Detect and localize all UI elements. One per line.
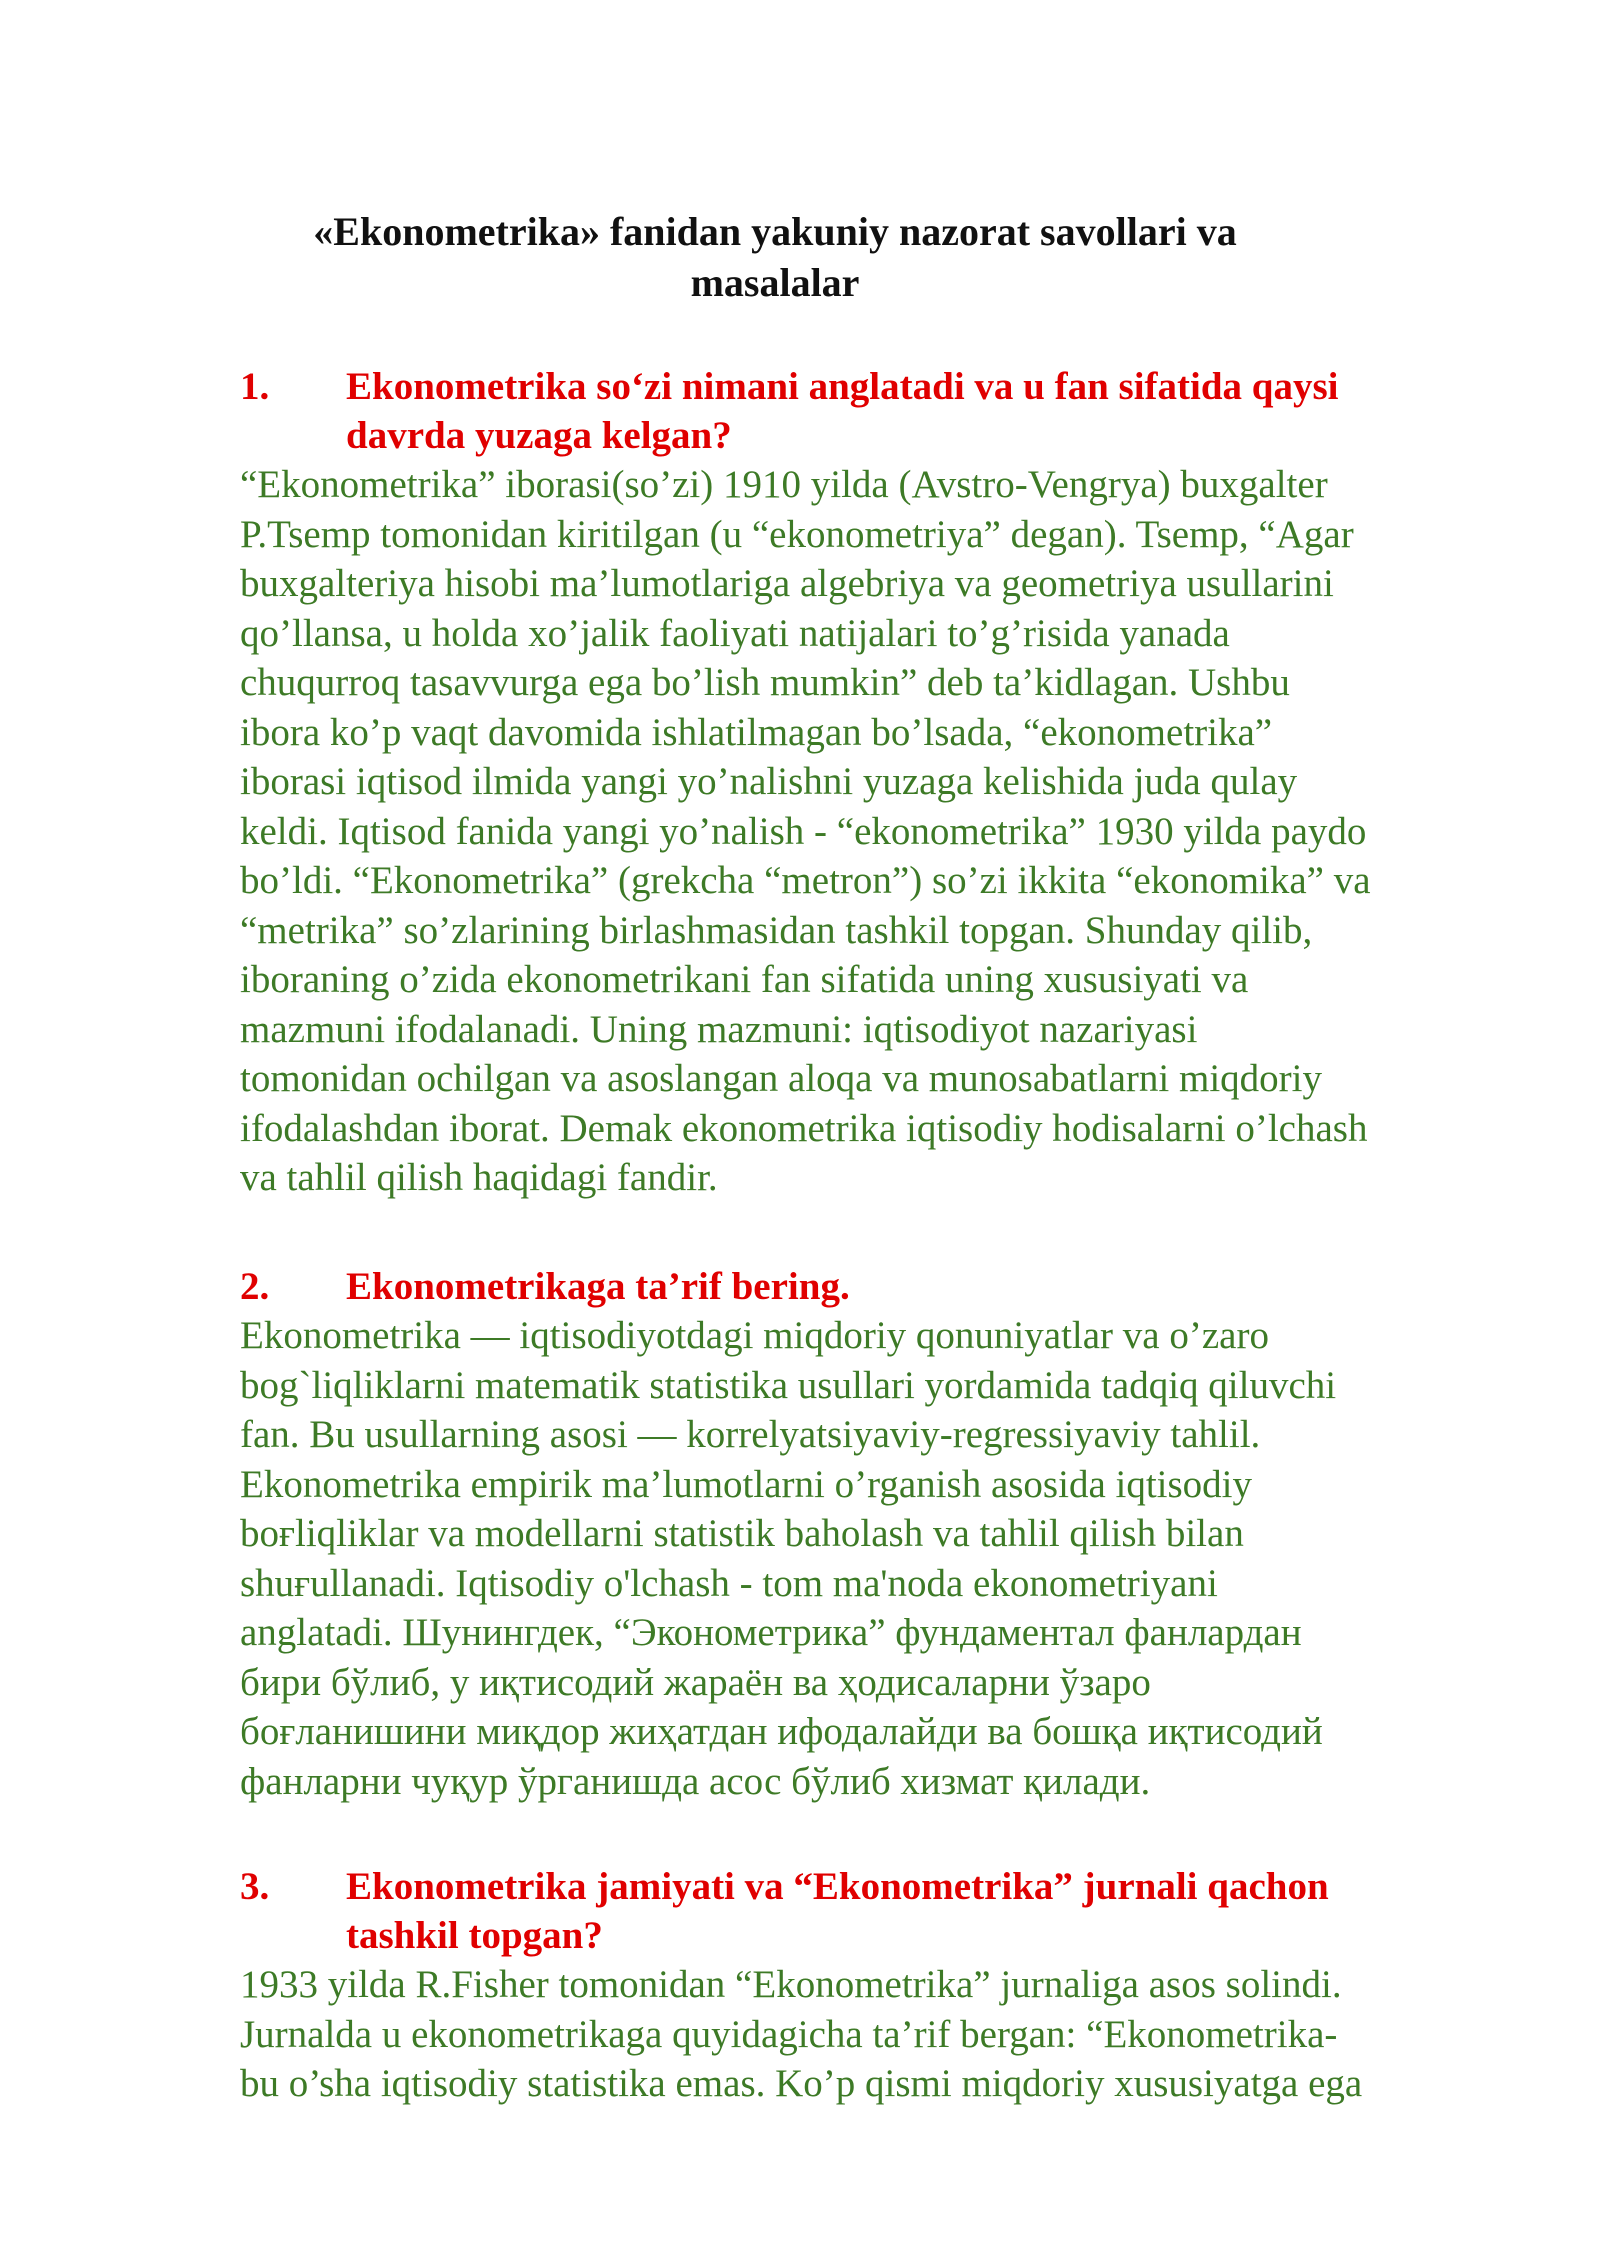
answer-line: keldi. Iqtisod fanida yangi yo’nalish - “ekonometrika” 1930 yilda paydo (240, 809, 1367, 853)
document-title (240, 206, 1310, 308)
question-number-3: 3. (240, 1865, 270, 1908)
answer-line: iboraning o’zida ekonometrikani fan sifatida uning xususiyati va (240, 958, 1249, 1001)
answer-line: бири бўлиб, у иқтисодий жараён ва ҳодисаларни ўзаро (240, 1660, 1151, 1704)
question-text-line: Ekonometrika jamiyati va “Ekonometrika” jurnali qachon (346, 1865, 1329, 1908)
answer-line: “metrika” so’zlarining birlashmasidan tashkil topgan. Shunday qilib, (240, 908, 1313, 952)
answer-text-2 (240, 1311, 1510, 1806)
answer-line: boғliqliklar va modellarni statistik baholash va tahlil qilish bilan (240, 1512, 1244, 1555)
answer-line: iborasi iqtisod ilmida yangi yo’nalishni yuzaga kelishida juda qulay (240, 760, 1298, 803)
answer-line: anglatadi. Шунингдек, “Эконометрика” фундаментал фанлардан (240, 1611, 1302, 1654)
answer-text-1 (240, 460, 1510, 1203)
answer-line: qo’llansa, u holda xo’jalik faoliyati natijalari to’g’risida yanada (240, 611, 1230, 655)
answer-line: фанларни чуқур ўрганишда асос бўлиб хизмат қилади. (240, 1759, 1151, 1803)
question-block-1 (240, 362, 1510, 1203)
answer-line: va tahlil qilish haqidagi fandir. (240, 1156, 718, 1199)
answer-line: buxgalteriya hisobi ma’lumotlariga algebriya va geometriya usullarini (240, 562, 1334, 605)
question-text-line: Ekonometrikaga ta’rif bering. (346, 1265, 850, 1308)
answer-line: bog`liqliklarni matematik statistika usullari yordamida tadqiq qiluvchi (240, 1363, 1337, 1407)
answer-line: Ekonometrika empirik ma’lumotlarni o’rganish asosida iqtisodiy (240, 1462, 1253, 1506)
question-number-2: 2. (240, 1265, 270, 1308)
answer-line: боғланишини миқдор жиҳатдан ифодалайди ва бошқа иқтисодий (240, 1710, 1323, 1753)
title-line-1: «Ekonometrika» fanidan yakuniy nazorat savollari va (313, 209, 1237, 254)
answer-line: fan. Bu usullarning asosi — korrelyatsiyaviy-regressiyaviy tahlil. (240, 1413, 1261, 1456)
answer-line: “Ekonometrika” iborasi(so’zi) 1910 yilda (Avstro-Vengrya) buxgalter (240, 463, 1328, 506)
answer-line: P.Tsemp tomonidan kiritilgan (u “ekonometriya” degan). Tsemp, “Agar (240, 512, 1354, 556)
answer-line: chuqurroq tasavvurga ega bo’lish mumkin” deb ta’kidlagan. Ushbu (240, 661, 1290, 704)
title-line-2: masalalar (690, 260, 860, 305)
question-heading-3 (240, 1862, 1510, 1960)
question-heading-2 (240, 1262, 1510, 1311)
answer-text-3 (240, 1960, 1510, 2109)
question-heading-1 (240, 362, 1510, 460)
answer-line: ibora ko’p vaqt davomida ishlatilmagan bo’lsada, “ekonometrika” (240, 710, 1273, 754)
question-block-2 (240, 1262, 1510, 1806)
answer-line: Ekonometrika — iqtisodiyotdagi miqdoriy qonuniyatlar va o’zaro (240, 1314, 1269, 1357)
question-number-1: 1. (240, 365, 270, 408)
question-text-line: Ekonometrika so‘zi nimani anglatadi va u fan sifatida qaysi (346, 365, 1339, 408)
question-text-line: tashkil topgan? (346, 1914, 603, 1957)
question-block-3 (240, 1862, 1510, 2109)
answer-line: bu o’sha iqtisodiy statistika emas. Ko’p qismi miqdoriy xususiyatga ega (240, 2062, 1363, 2105)
answer-line: mazmuni ifodalanadi. Uning mazmuni: iqtisodiyot nazariyasi (240, 1007, 1198, 1051)
question-text-line: davrda yuzaga kelgan? (346, 414, 732, 457)
answer-line: 1933 yilda R.Fisher tomonidan “Ekonometrika” jurnaliga asos solindi. (240, 1963, 1342, 2006)
answer-line: tomonidan ochilgan va asoslangan aloqa va munosabatlarni miqdoriy (240, 1057, 1322, 1100)
answer-line: ifodalashdan iborat. Demak ekonometrika iqtisodiy hodisalarni o’lchash (240, 1106, 1368, 1150)
answer-line: Jurnalda u ekonometrikaga quyidagicha ta’rif bergan: “Ekonometrika- (240, 2012, 1338, 2056)
answer-line: shuғullanadi. Iqtisodiy o'lchash - tom ma'noda ekonometriyani (240, 1561, 1218, 1605)
answer-line: bo’ldi. “Ekonometrika” (grekcha “metron”) so’zi ikkita “ekonomika” va (240, 859, 1371, 902)
